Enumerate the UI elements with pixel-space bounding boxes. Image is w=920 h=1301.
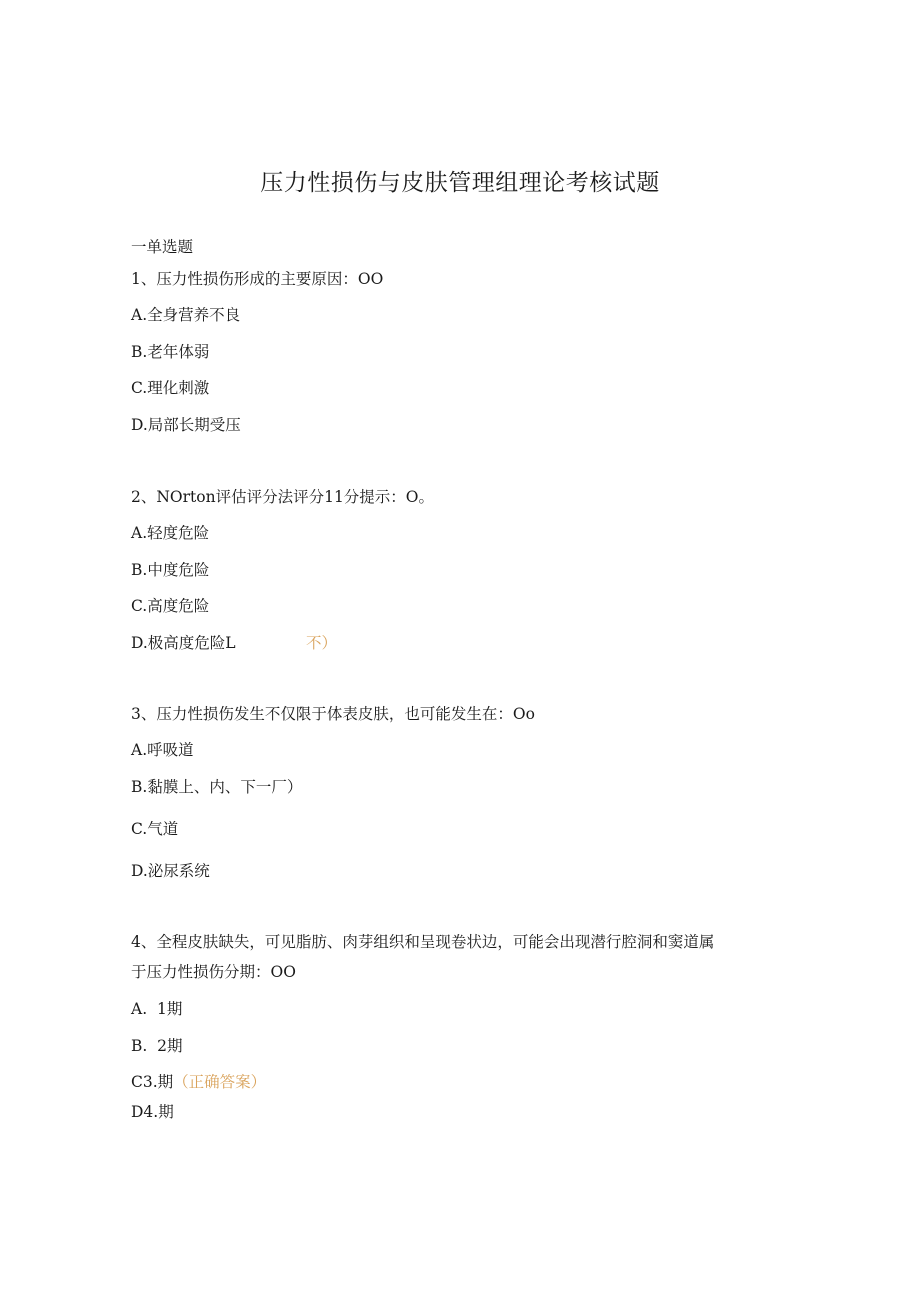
- question-3-option-c: C.气道: [131, 820, 179, 838]
- question-1-option-a: A.全身营养不良: [131, 306, 241, 324]
- question-4-option-b: B. 2期: [131, 1037, 183, 1055]
- question-2-option-d: D.极高度危险L: [131, 634, 236, 652]
- question-1-stem: 1、压力性损伤形成的主要原因：OO: [131, 270, 384, 288]
- question-4-option-c: [131, 1072, 266, 1092]
- question-4-stem-line-2: 于压力性损伤分期：OO: [131, 963, 296, 981]
- question-3-option-a: A.呼吸道: [131, 741, 194, 759]
- question-1-option-c: C.理化刺激: [131, 379, 210, 397]
- question-4-option-d: D4.期: [131, 1103, 174, 1121]
- question-2-answer-mark: 不）: [306, 634, 338, 652]
- question-3-option-b: B.黏膜上、内、下一厂）: [131, 778, 303, 796]
- question-2-option-c: C.高度危险: [131, 597, 210, 615]
- question-1-option-d: D.局部长期受压: [131, 416, 241, 434]
- question-3-stem: 3、压力性损伤发生不仅限于体表皮肤，也可能发生在：Oo: [131, 705, 535, 723]
- question-3-option-d: D.泌尿系统: [131, 862, 210, 880]
- question-2-stem: 2、NOrton评估评分法评分11分提示：O。: [131, 488, 435, 506]
- question-4-option-a: A. 1期: [131, 1000, 183, 1018]
- document-title: 压力性损伤与皮肤管理组理论考核试题: [260, 170, 660, 196]
- question-4-option-c-text: C3.期: [131, 1073, 174, 1091]
- section-heading: 一单选题: [131, 238, 194, 256]
- question-2-option-b: B.中度危险: [131, 561, 210, 579]
- question-2-option-a: A.轻度危险: [131, 524, 210, 542]
- question-4-stem-line-1: 4、全程皮肤缺失，可见脂肪、肉芽组织和呈现卷状边，可能会出现潜行腔洞和窦道属: [131, 933, 715, 951]
- question-4-answer-mark: （正确答案）: [173, 1073, 267, 1091]
- question-1-option-b: B.老年体弱: [131, 343, 210, 361]
